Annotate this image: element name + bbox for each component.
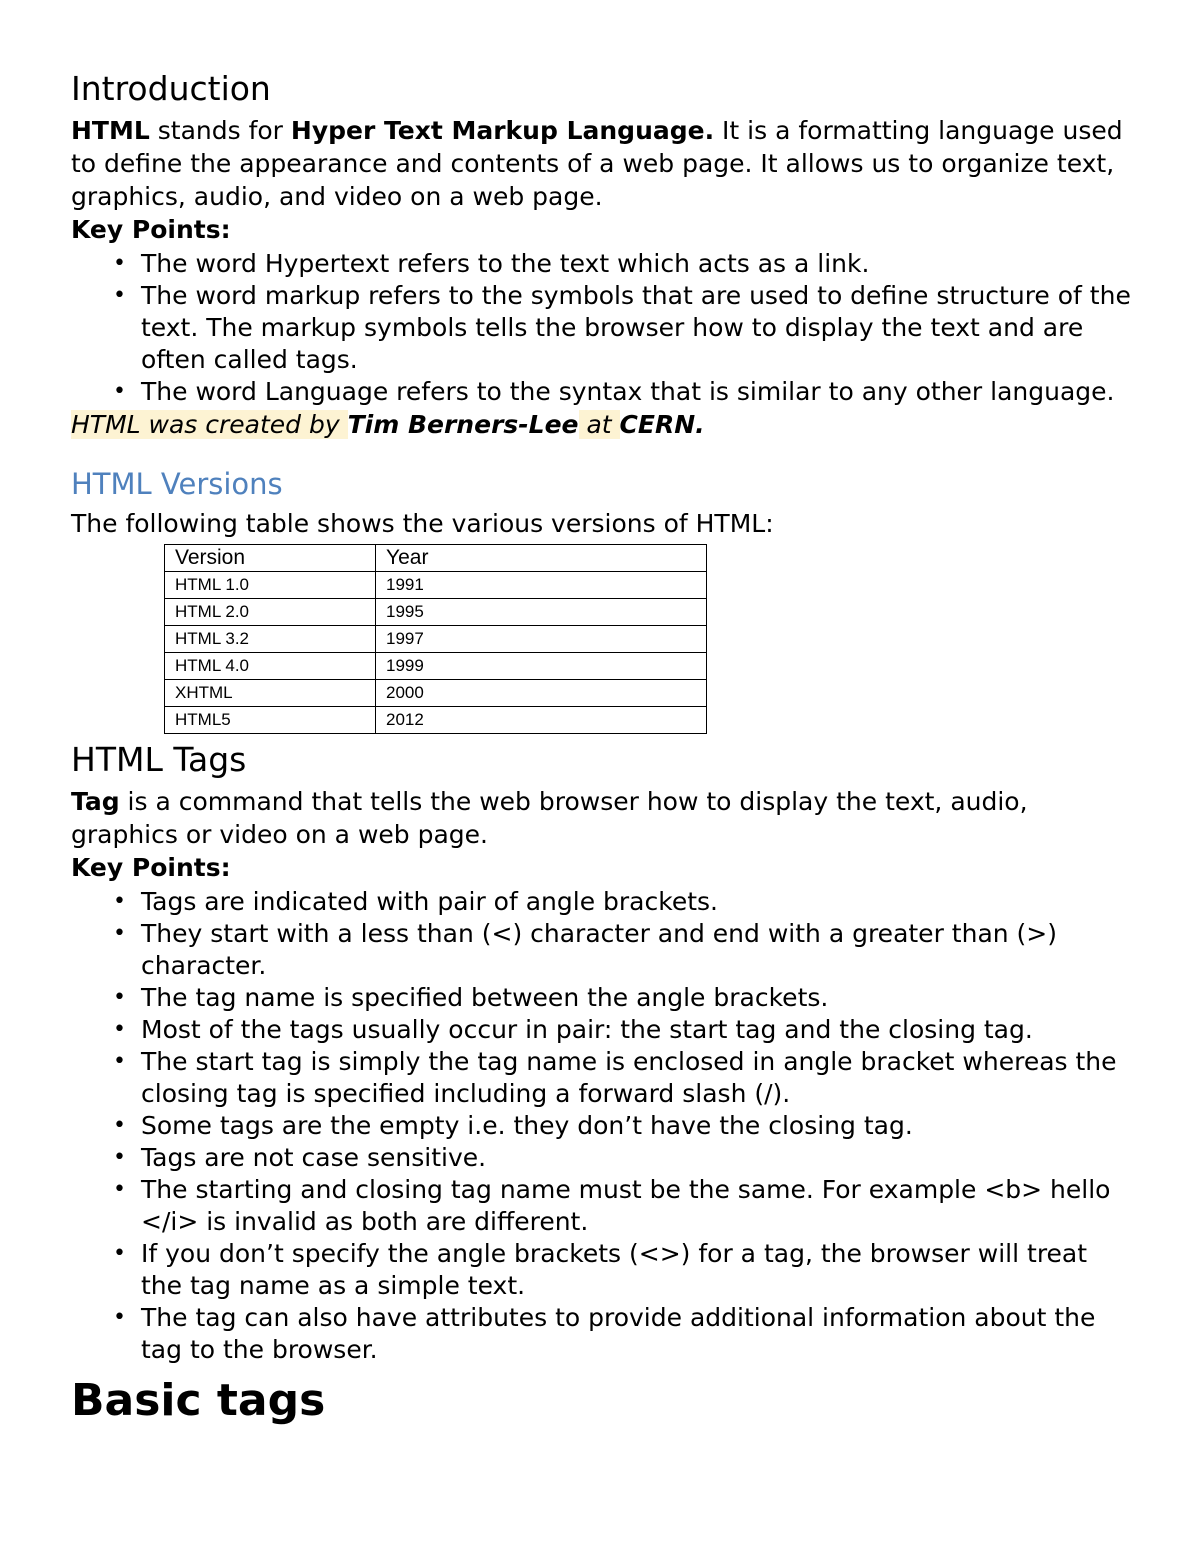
- html-tags-heading: HTML Tags: [71, 740, 247, 779]
- document-page: [71, 68, 1136, 1428]
- table-row: [165, 707, 707, 734]
- year-cell: 1997: [376, 626, 707, 653]
- key-points-label: Key Points:: [71, 853, 231, 882]
- column-header-year: Year: [376, 545, 707, 572]
- year-cell: 1991: [376, 572, 707, 599]
- bullet-icon: •: [113, 985, 126, 1010]
- year-cell: 1999: [376, 653, 707, 680]
- list-item: • The starting and closing tag name must be the same. For example <b> hello </i> is invalid as both are different.: [113, 1175, 1111, 1236]
- list-item: • Most of the tags usually occur in pair: the start tag and the closing tag.: [113, 1015, 1033, 1044]
- introduction-heading: Introduction: [71, 69, 271, 108]
- list-item: • Tags are indicated with pair of angle brackets.: [113, 887, 718, 916]
- list-item: • If you don’t specify the angle brackets (<>) for a tag, the browser will treat the tag name as a simple text.: [113, 1239, 1088, 1300]
- versions-table: [164, 544, 707, 734]
- intro-key-points-list: [71, 248, 1136, 408]
- tags-paragraph: Tag is a command that tells the web browser how to display the text, audio, graphics or video on a web page.: [71, 787, 1028, 849]
- introduction-paragraph: HTML stands for Hyper Text Markup Language. It is a formatting language used to define the appearance and contents of a web page. It allows us to organize text, graphics, audio, and video on a web page.: [71, 116, 1123, 211]
- list-item: • The tag name is specified between the angle brackets.: [113, 983, 829, 1012]
- table-row: [165, 653, 707, 680]
- bullet-icon: •: [113, 1113, 126, 1138]
- html-term: HTML: [71, 116, 150, 145]
- version-cell: HTML 2.0: [165, 599, 376, 626]
- list-item: • Tags are not case sensitive.: [113, 1143, 487, 1172]
- html-versions-heading: HTML Versions: [71, 467, 283, 501]
- list-item: • The word Language refers to the syntax that is similar to any other language.: [113, 377, 1115, 406]
- key-points-label: Key Points:: [71, 215, 231, 244]
- tag-term: Tag: [71, 787, 120, 816]
- bullet-icon: •: [113, 1241, 126, 1266]
- year-cell: 2012: [376, 707, 707, 734]
- bullet-icon: •: [113, 379, 126, 404]
- list-item: • The word markup refers to the symbols that are used to define structure of the text. The markup symbols tells the browser how to display the text and are often called tags.: [113, 281, 1131, 374]
- bullet-icon: •: [113, 889, 126, 914]
- basic-tags-heading: Basic tags: [71, 1375, 326, 1426]
- bullet-icon: •: [113, 921, 126, 946]
- version-cell: HTML 1.0: [165, 572, 376, 599]
- bullet-icon: •: [113, 283, 126, 308]
- table-row: [165, 599, 707, 626]
- list-item: • They start with a less than (<) character and end with a greater than (>) character.: [113, 919, 1058, 980]
- bullet-icon: •: [113, 1017, 126, 1042]
- bullet-icon: •: [113, 251, 126, 276]
- list-item: • Some tags are the empty i.e. they don’t have the closing tag.: [113, 1111, 913, 1140]
- organization-name: CERN.: [619, 410, 705, 439]
- list-item: • The tag can also have attributes to provide additional information about the tag to the browser.: [113, 1303, 1096, 1364]
- list-item: • The start tag is simply the tag name is enclosed in angle bracket whereas the closing tag is specified including a forward slash (/).: [113, 1047, 1117, 1108]
- creator-statement: HTML was created by Tim Berners-Lee at CERN.: [71, 410, 705, 439]
- table-header-row: [165, 545, 707, 572]
- bullet-icon: •: [113, 1177, 126, 1202]
- version-cell: HTML 4.0: [165, 653, 376, 680]
- table-row: [165, 572, 707, 599]
- list-item: • The word Hypertext refers to the text which acts as a link.: [113, 249, 870, 278]
- creator-name: Tim Berners-Lee: [347, 410, 579, 439]
- hyper-text-markup-language-term: Hyper Text Markup Language.: [290, 116, 715, 145]
- versions-intro-text: The following table shows the various versions of HTML:: [71, 509, 774, 538]
- version-cell: HTML 3.2: [165, 626, 376, 653]
- year-cell: 1995: [376, 599, 707, 626]
- version-cell: HTML5: [165, 707, 376, 734]
- version-cell: XHTML: [165, 680, 376, 707]
- bullet-icon: •: [113, 1305, 126, 1330]
- table-row: [165, 626, 707, 653]
- bullet-icon: •: [113, 1145, 126, 1170]
- year-cell: 2000: [376, 680, 707, 707]
- tags-key-points-list: [71, 886, 1136, 1366]
- column-header-version: Version: [165, 545, 376, 572]
- bullet-icon: •: [113, 1049, 126, 1074]
- table-row: [165, 680, 707, 707]
